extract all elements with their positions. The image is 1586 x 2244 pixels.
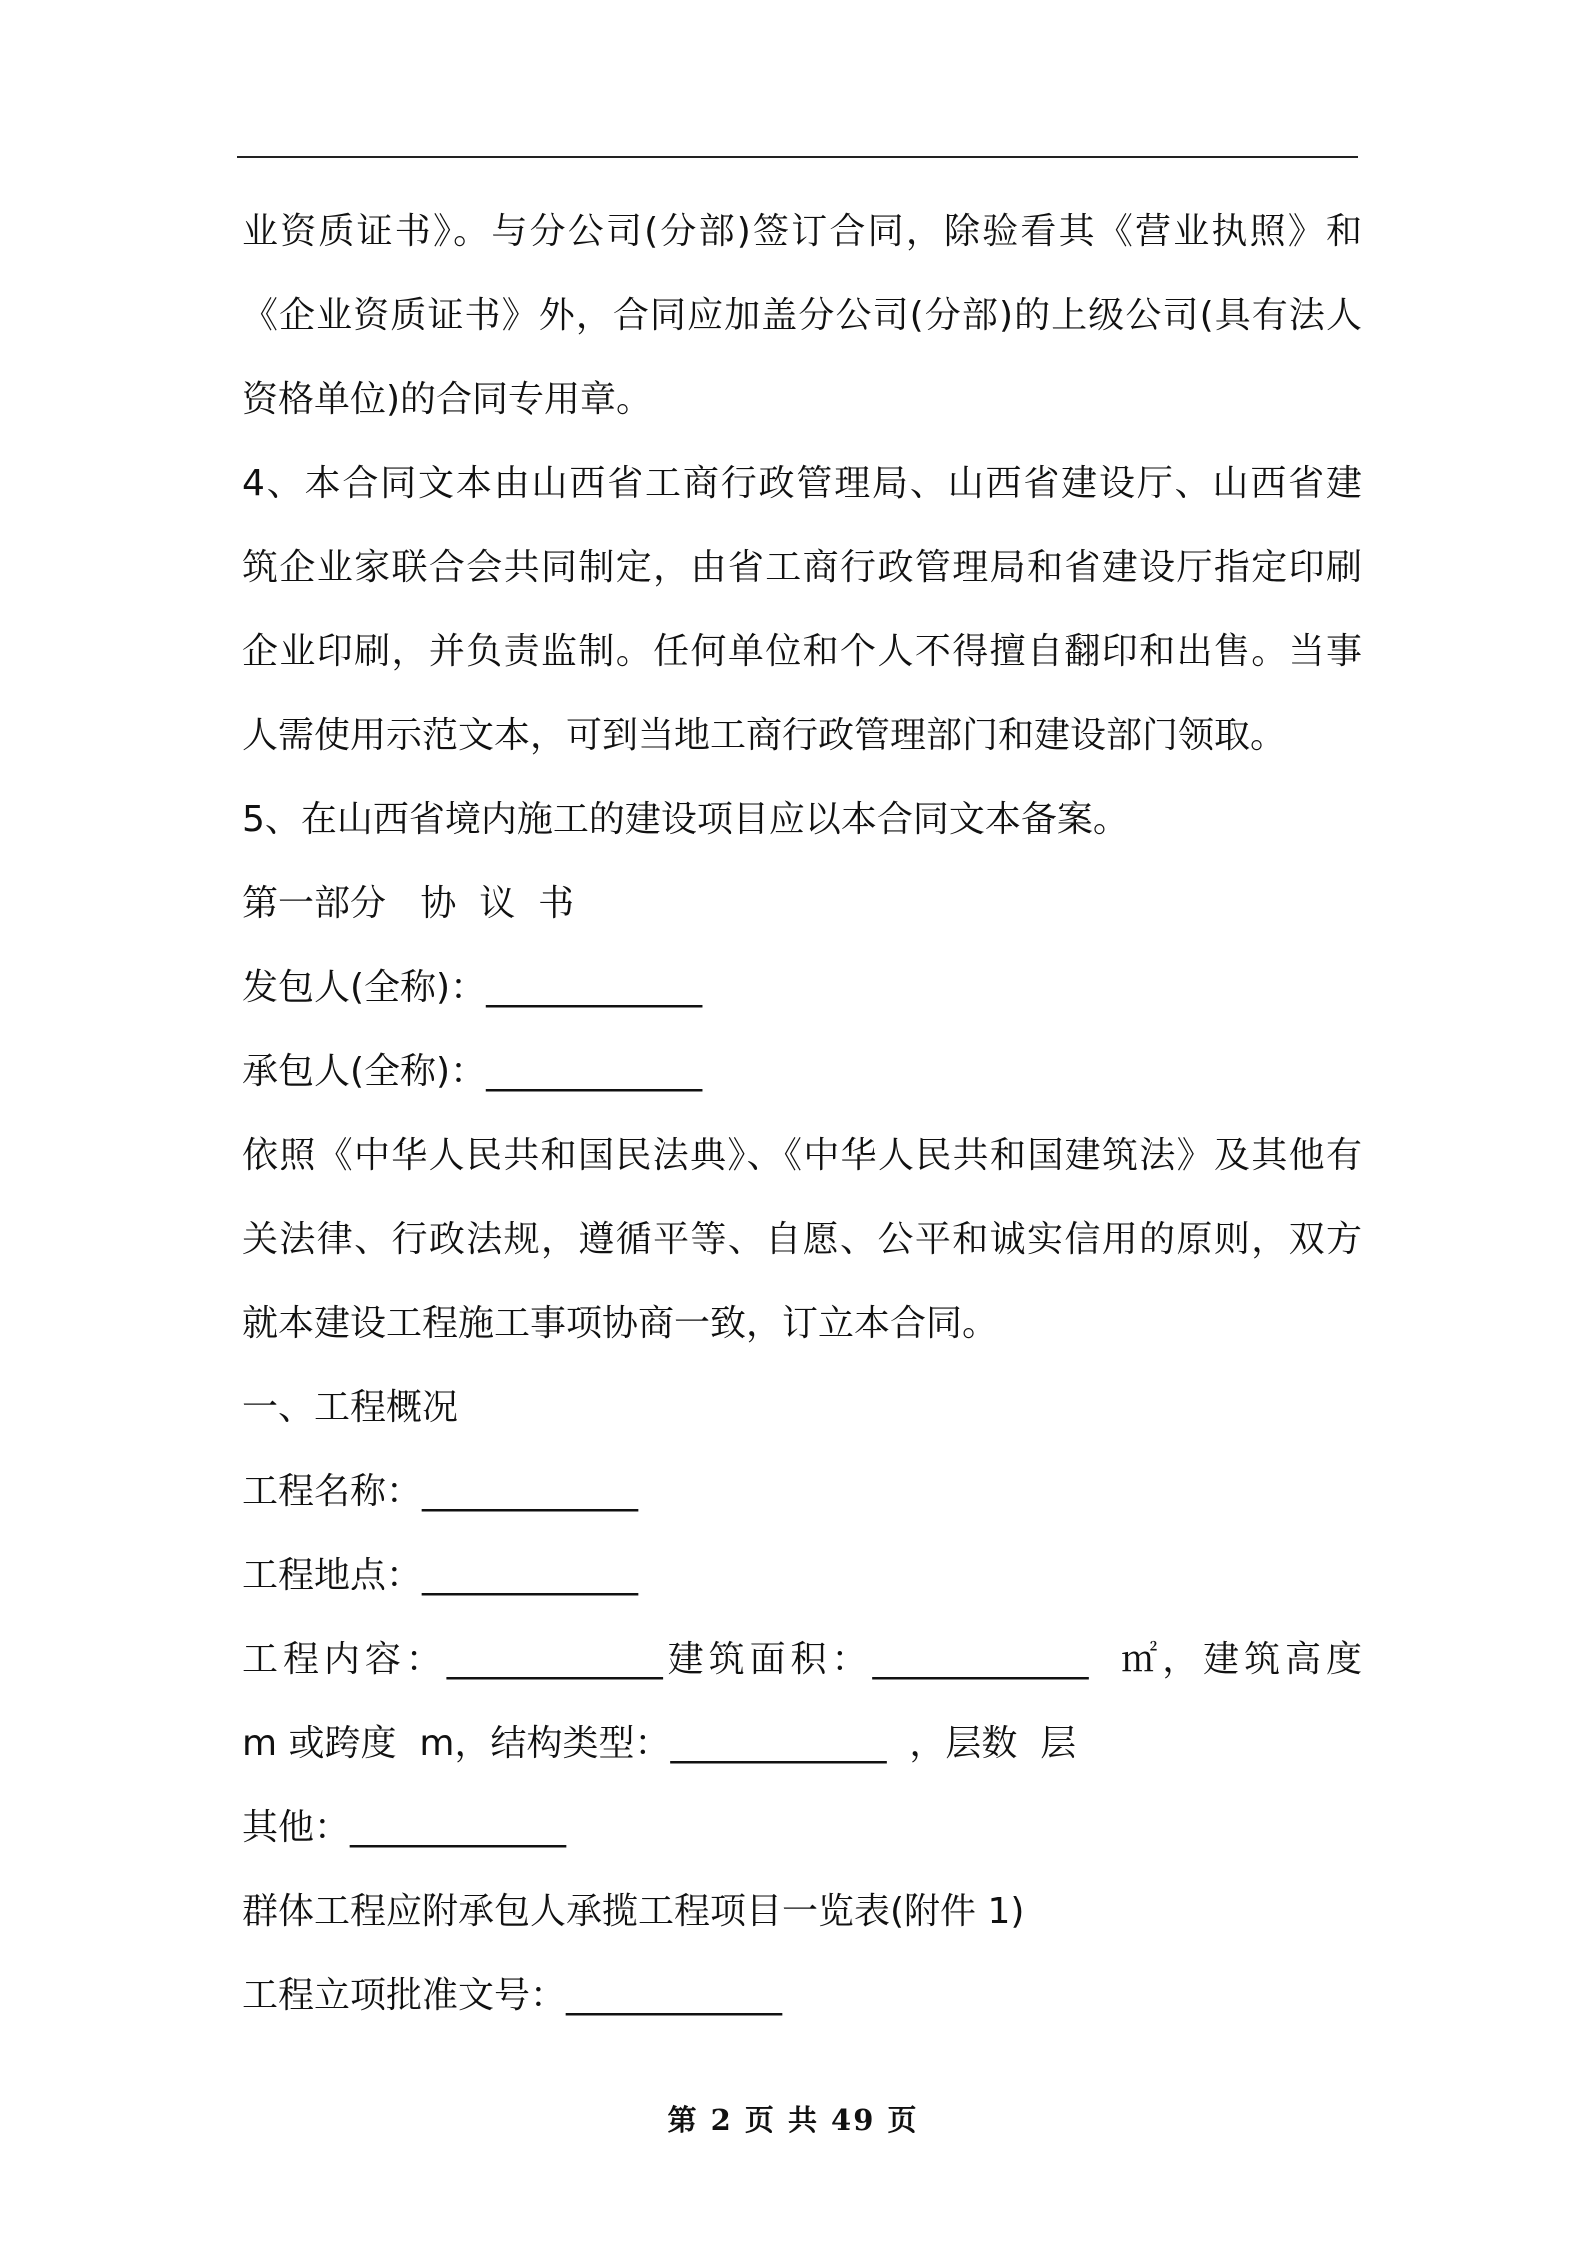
subsection-heading: 一、工程概况 bbox=[242, 1387, 459, 1428]
page-number: 第 2 页 共 49 页 bbox=[667, 2103, 919, 2137]
header-rule bbox=[237, 156, 1358, 158]
project-name-field: 工程名称：____________ bbox=[242, 1471, 639, 1512]
approval-number-field: 工程立项批准文号：____________ bbox=[242, 1975, 783, 2016]
employer-field: 发包人(全称)：____________ bbox=[242, 967, 703, 1008]
structure-type-field: m 或跨度 m，结构类型：____________ ，层数 层 bbox=[242, 1723, 1077, 1764]
text-line: 筑企业家联合会共同制定，由省工商行政管理局和省建设厅指定印刷 bbox=[242, 547, 1362, 588]
text-line: 《企业资质证书》外，合同应加盖分公司(分部)的上级公司(具有法人 bbox=[242, 295, 1362, 336]
text-line: 企业印刷，并负责监制。任何单位和个人不得擅自翻印和出售。当事 bbox=[242, 631, 1362, 672]
text-line: 群体工程应附承包人承揽工程项目一览表(附件 1) bbox=[242, 1891, 1025, 1932]
text-line: 关法律、行政法规，遵循平等、自愿、公平和诚实信用的原则，双方 bbox=[242, 1219, 1362, 1260]
text-line: 4、本合同文本由山西省工商行政管理局、山西省建设厅、山西省建 bbox=[242, 463, 1362, 504]
section-heading: 第一部分 协 议 书 bbox=[242, 883, 575, 924]
text-line: 依照《中华人民共和国民法典》、《中华人民共和国建筑法》及其他有 bbox=[242, 1135, 1362, 1176]
contractor-field: 承包人(全称)：____________ bbox=[242, 1051, 703, 1092]
text-line: 人需使用示范文本，可到当地工商行政管理部门和建设部门领取。 bbox=[242, 715, 1287, 756]
text-line: 业资质证书》。与分公司(分部)签订合同，除验看其《营业执照》和 bbox=[242, 211, 1362, 252]
project-location-field: 工程地点：____________ bbox=[242, 1555, 639, 1596]
project-content-field: 工程内容：____________建筑面积：____________ ㎡，建筑高度 bbox=[242, 1639, 1362, 1680]
document-body bbox=[242, 196, 1362, 2044]
text-line: 资格单位)的合同专用章。 bbox=[242, 379, 653, 420]
text-line: 就本建设工程施工事项协商一致，订立本合同。 bbox=[242, 1303, 999, 1344]
text-line: 5、在山西省境内施工的建设项目应以本合同文本备案。 bbox=[242, 799, 1129, 840]
other-field: 其他：____________ bbox=[242, 1807, 567, 1848]
